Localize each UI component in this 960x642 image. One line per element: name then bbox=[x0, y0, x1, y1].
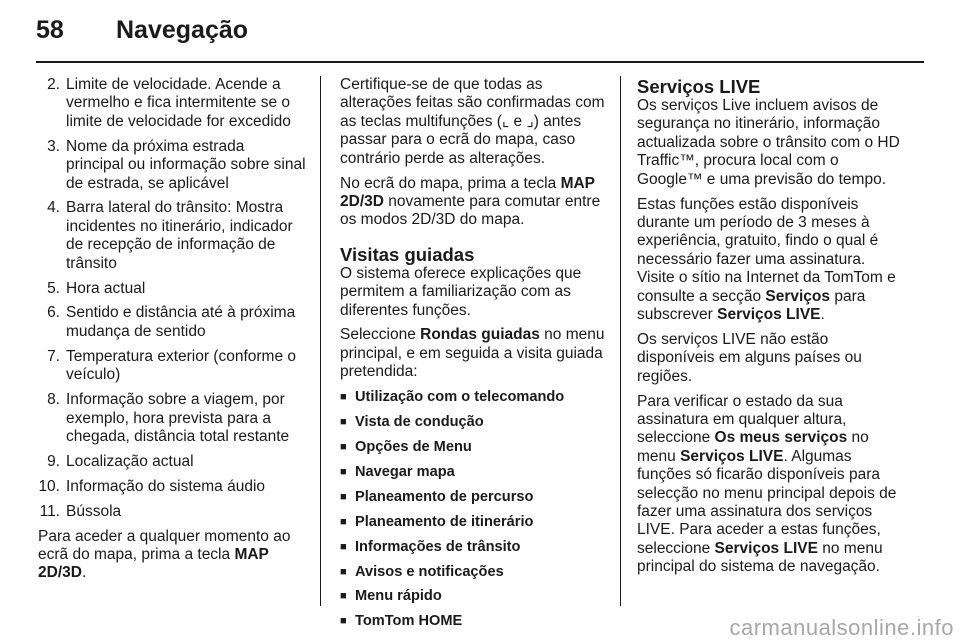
section-heading-live-services: Serviços LIVE bbox=[637, 76, 761, 97]
list-item: 3. Nome da próxima estrada principal ou informação sobre sinal de estrada, se aplicável bbox=[47, 137, 306, 192]
list-item: ■ Planeamento de itinerário bbox=[340, 513, 606, 531]
list-item: 11. Bússola bbox=[39, 502, 122, 520]
list-item: 10. Informação do sistema áudio bbox=[38, 477, 266, 495]
section-heading-guided-tours: Visitas guiadas bbox=[340, 243, 475, 265]
column-3 bbox=[637, 76, 905, 583]
list-item: ■ Navegar mapa bbox=[340, 463, 606, 481]
header-divider bbox=[36, 61, 924, 63]
page-title: Navegação bbox=[116, 16, 249, 44]
key-label: MAP 2D/3D bbox=[38, 545, 269, 582]
live-intro-paragraph: Os serviços Live incluem avisos de segurança no itinerário, informação actualizada sobre o trânsito com o HD Traffic™, procura local com o Google™ e uma previsão do tempo. bbox=[637, 97, 900, 188]
confirm-paragraph: Certifique-se de que todas as alterações feitas são confirmadas com as teclas multifunções (⌞ e ⌟) antes passar para o ecrã do mapa, caso contrário perde as alterações. bbox=[340, 76, 605, 167]
list-item: ■ Avisos e notificações bbox=[340, 563, 606, 581]
menu-label: Serviços LIVE bbox=[714, 539, 818, 557]
list-item: ■ Menu rápido bbox=[340, 587, 606, 605]
guided-tours-list bbox=[340, 388, 606, 631]
list-item: ■ TomTom HOME bbox=[340, 612, 606, 630]
column-2 bbox=[340, 76, 606, 637]
page-number: 58 bbox=[36, 16, 64, 44]
availability-paragraph: Os serviços LIVE não estão disponíveis em alguns países ou regiões. bbox=[637, 330, 862, 385]
column-divider bbox=[320, 76, 321, 606]
display-items-list bbox=[38, 76, 306, 521]
menu-label: Os meus serviços bbox=[714, 429, 848, 447]
toggle-paragraph: No ecrã do mapa, prima a tecla MAP 2D/3D novamente para comutar entre os modos 2D/3D do mapa. bbox=[340, 174, 601, 229]
watermark: carmanualsonline.info bbox=[729, 615, 954, 640]
key-label: MAP 2D/3D bbox=[340, 174, 595, 210]
list-item: ■ Utilização com o telecomando bbox=[340, 388, 606, 406]
intro-paragraph: O sistema oferece explicações que permitem a familiarização com as diferentes funções. bbox=[340, 264, 582, 319]
list-item: 2. Limite de velocidade. Acende a vermelho e fica intermitente se o limite de velocidade for excedido bbox=[47, 76, 291, 130]
menu-label: Serviços bbox=[765, 287, 831, 305]
select-paragraph: Seleccione Rondas guiadas no menu principal, e em seguida a visita guiada pretendida: bbox=[340, 326, 605, 381]
list-item: 7. Temperatura exterior (conforme o veículo) bbox=[47, 347, 297, 384]
list-item: 4. Barra lateral do trânsito: Mostra incidentes no itinerário, indicador de recepção de informação de trânsito bbox=[47, 199, 293, 272]
map-access-paragraph: Para aceder a qualquer momento ao ecrã do mapa, prima a tecla MAP 2D/3D. bbox=[38, 527, 291, 582]
menu-label: Serviços LIVE bbox=[717, 305, 821, 323]
list-item: 8. Informação sobre a viagem, por exemplo, hora prevista para a chegada, distância total restante bbox=[47, 391, 290, 445]
list-item: ■ Opções de Menu bbox=[340, 438, 606, 456]
list-item: 5. Hora actual bbox=[47, 279, 146, 297]
list-item: 6. Sentido e distância até à próxima mudança de sentido bbox=[47, 304, 296, 340]
list-item: 9. Localização actual bbox=[47, 452, 194, 470]
column-1 bbox=[38, 76, 306, 589]
list-item: ■ Vista de condução bbox=[340, 413, 606, 431]
subscription-paragraph: Para verificar o estado da sua assinatura em qualquer altura, seleccione Os meus serviços no menu Serviços LIVE. Algumas funções só ficarão disponíveis para selecção no menu principal depois de fazer uma assinatura dos serviços LIVE. Para aceder a estas funções, seleccione Serviços LIVE no menu principal do sistema de navegação. bbox=[637, 392, 897, 576]
menu-label: Rondas guiadas bbox=[420, 326, 540, 344]
list-item: ■ Informações de trânsito bbox=[340, 538, 606, 556]
column-divider bbox=[620, 76, 621, 606]
trial-paragraph: Estas funções estão disponíveis durante um período de 3 meses à experiência, gratuito, findo o qual é necessário fazer uma assinatura. Visite o sítio na Internet da TomTom e consulte a secção Serviços para subscrever Serviços LIVE. bbox=[637, 195, 896, 323]
menu-label: Serviços LIVE bbox=[680, 447, 784, 465]
page-header bbox=[0, 0, 960, 60]
list-item: ■ Planeamento de percurso bbox=[340, 488, 606, 506]
